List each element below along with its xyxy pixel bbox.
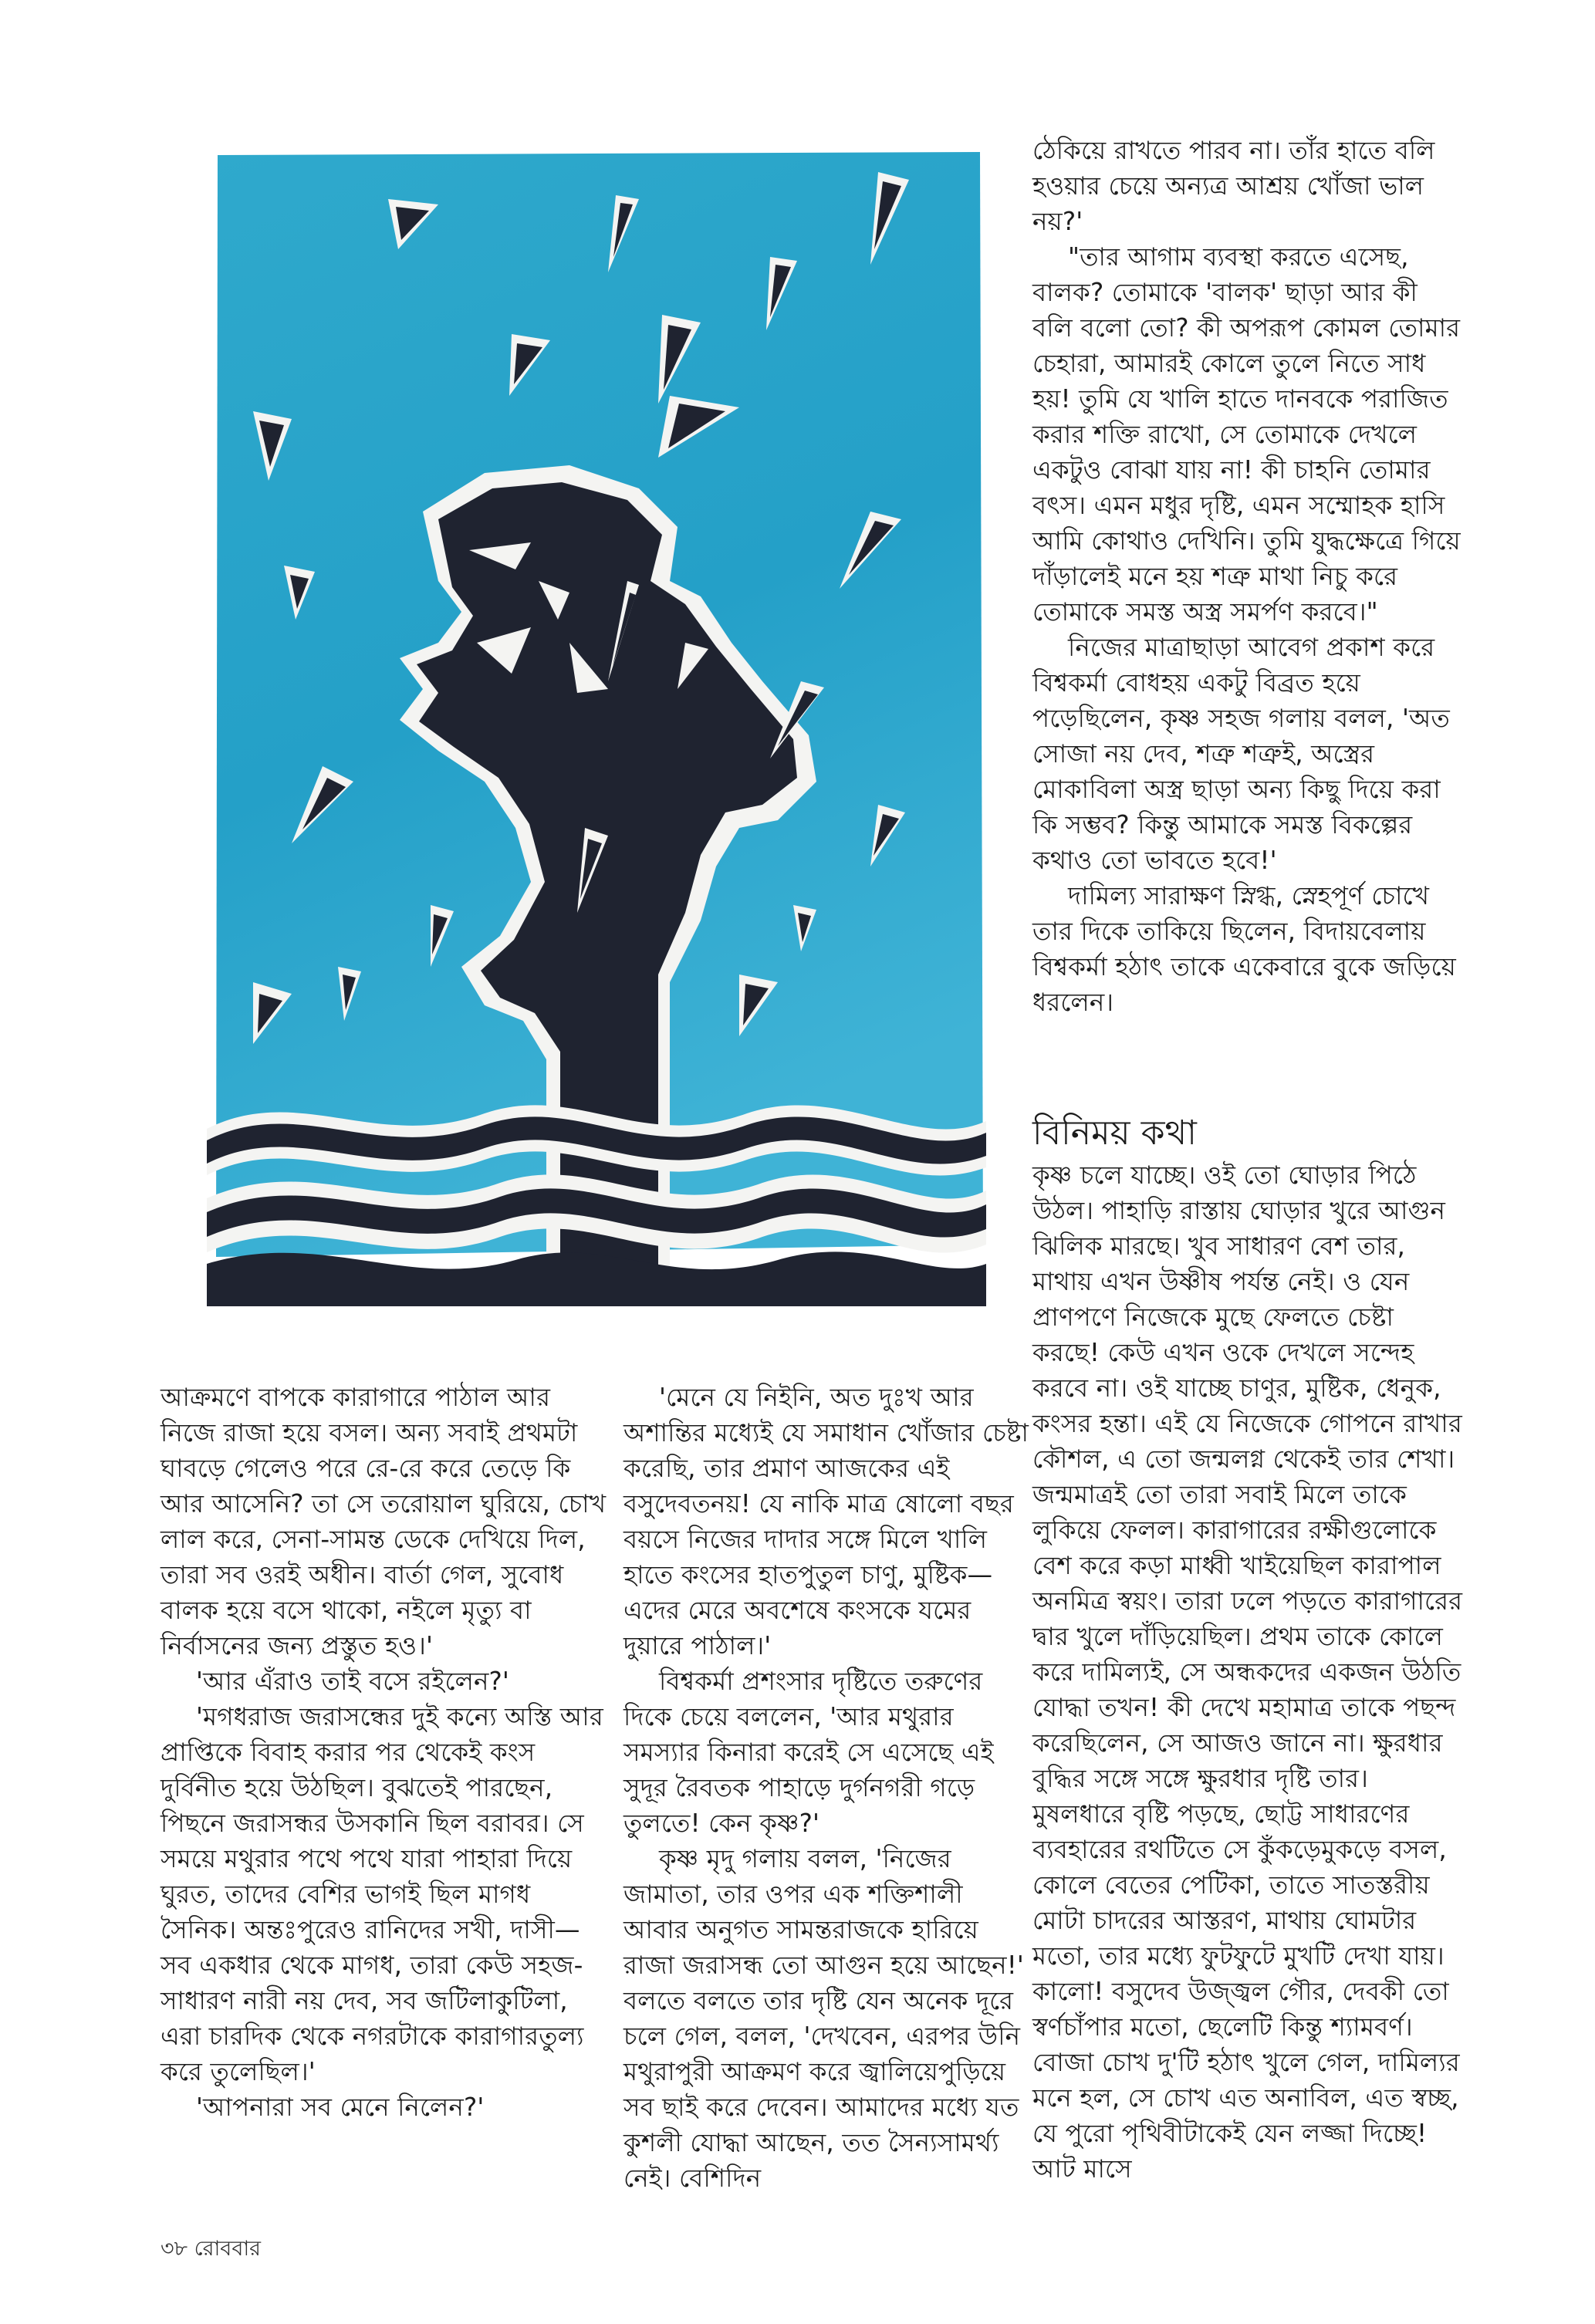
paragraph: দামিল্য সারাক্ষণ স্নিগ্ধ, স্নেহপূর্ণ চোখে তার দিকে তাকিয়ে ছিলেন, বিদায়বেলায় বিশ্বকর্মা হঠাৎ তাকে একেবারে বুকে জড়িয়ে ধরলেন। (1032, 881, 1456, 1017)
paragraph: "তার আগাম ব্যবস্থা করতে এসেছ, বালক? তোমাকে 'বালক' ছাড়া আর কী বলি বলো তো? কী অপরূপ কোমল তোমার চেহারা, আমারই কোলে তুলে নিতে সাধ হয়! তুমি যে খালি হাতে দানবকে পরাজিত করার শক্তি রাখো, সে তোমাকে দেখলে একটুও বোঝা যায় না! কী চাহনি তোমার বৎস। এমন মধুর দৃষ্টি, এমন সম্মোহক হাসি আমি কোথাও দেখিনি। তুমি যুদ্ধক্ষেত্রে গিয়ে দাঁড়ালেই মনে হয় শত্রু মাথা নিচু করে তোমাকে সমস্ত অস্ত্র সমর্পণ করবে।" (1032, 242, 1461, 627)
article-column-right-top (1032, 133, 1465, 1020)
page-folio: ৩৮ রোববার (161, 2237, 262, 2261)
paragraph: 'আর এঁরাও তাই বসে রইলেন?' (196, 1667, 509, 1696)
paragraph: 'মগধরাজ জরাসন্ধের দুই কন্যে অস্তি আর প্রাপ্তিকে বিবাহ করার পর থেকেই কংস দুর্বিনীত হয়ে উঠছিল। বুঝতেই পারছেন, পিছনে জরাসন্ধর উসকানি ছিল বরাবর। সে সময়ে মথুরার পথে পথে যারা পাহারা দিয়ে ঘুরত, তাদের বেশির ভাগই ছিল মাগধ সৈনিক। অন্তঃপুরেও রানিদের সখী, দাসী— সব একধার থেকে মাগধ, তারা কেউ সহজ-সাধারণ নারী নয় দেব, সব জটিলাকুটিলা, এরা চারদিক থেকে নগরটাকে কারাগারতুল্য করে তুলেছিল।' (161, 1702, 603, 2086)
paragraph: বিশ্বকর্মা প্রশংসার দৃষ্টিতে তরুণের দিকে চেয়ে বললেন, 'আর মথুরার সমস্যার কিনারা করেই সে এসেছে এই সুদূর রৈবতক পাহাড়ে দুর্গনগরী গড়ে তুলতে! কেন কৃষ্ণ?' (623, 1667, 994, 1838)
paragraph: কৃষ্ণ চলে যাচ্ছে। ওই তো ঘোড়ার পিঠে উঠল। পাহাড়ি রাস্তায় ঘোড়ার খুরে আগুন ঝিলিক মারছে। খুব সাধারণ বেশ তার, মাথায় এখন উষ্ণীষ পর্যন্ত নেই। ও যেন প্রাণপণে নিজেকে মুছে ফেলতে চেষ্টা করছে! কেউ এখন ওকে দেখলে সন্দেহ করবে না। ওই যাচ্ছে চাণুর, মুষ্টিক, ধেনুক, কংসর হন্তা। এই যে নিজেকে গোপনে রাখার কৌশল, এ তো জন্মলগ্ন থেকেই তার শেখা। জন্মমাত্রই তো তারা সবাই মিলে তাকে লুকিয়ে ফেলল। কারাগারের রক্ষীগুলোকে বেশ করে কড়া মাধ্বী খাইয়েছিল কারাপাল অনমিত্র স্বয়ং। তারা ঢলে পড়তে কারাগারের দ্বার খুলে দাঁড়িয়েছিল। প্রথম তাকে কোলে করে দামিল্যই, সে অন্ধকদের একজন উঠতি যোদ্ধা তখন! কী দেখে মহামাত্র তাকে পছন্দ করেছিলেন, সে আজও জানে না। ক্ষুরধার বুদ্ধির সঙ্গে সঙ্গে ক্ষুরধার দৃষ্টি তার। মুষলধারে বৃষ্টি পড়ছে, ছোট্ট সাধারণের ব্যবহারের রথটিতে সে কুঁকড়েমুকড়ে বসল, কোলে বেতের পেটিকা, তাতে সাতস্তরীয় মোটা চাদরের আস্তরণ, মাথায় ঘোমটার মতো, তার মধ্যে ফুটফুটে মুখটি দেখা যায়। কালো! বসুদেব উজ্জ্বল গৌর, দেবকী তো স্বর্ণচাঁপার মতো, ছেলেটি কিন্তু শ্যামবর্ণ। বোজা চোখ দু'টি হঠাৎ খুলে গেল, দামিল্যর মনে হল, সে চোখ এত অনাবিল, এত স্বচ্ছ, যে পুরো পৃথিবীটাকেই যেন লজ্জা দিচ্ছে! আট মাসে (1032, 1160, 1463, 2184)
section-heading: বিনিময় কথা (1032, 1113, 1198, 1153)
article-column-left (161, 1380, 608, 2125)
paragraph: আক্রমণে বাপকে কারাগারে পাঠাল আর নিজে রাজা হয়ে বসল। অন্য সবাই প্রথমটা ঘাবড়ে গেলেও পরে রে-রে করে তেড়ে কি আর আসেনি? তা সে তরোয়াল ঘুরিয়ে, চোখ লাল করে, সেনা-সামন্ত ডেকে দেখিয়ে দিল, তারা সব ওরই অধীন। বার্তা গেল, সুবোধ বালক হয়ে বসে থাকো, নইলে মৃত্যু বা নির্বাসনের জন্য প্রস্তুত হও।' (161, 1383, 607, 1660)
paragraph: কৃষ্ণ মৃদু গলায় বলল, 'নিজের জামাতা, তার ওপর এক শক্তিশালী আবার অনুগত সামন্তরাজকে হারিয়ে রাজা জরাসন্ধ তো আগুন হয়ে আছেন!' বলতে বলতে তার দৃষ্টি যেন অনেক দূরে চলে গেল, বলল, 'দেখবেন, এরপর উনি মথুরাপুরী আক্রমণ করে জ্বালিয়েপুড়িয়ে সব ছাই করে দেবেন। আমাদের মধ্যে যত কুশলী যোদ্ধা আছেন, তত সৈন্যসামর্থ্য নেই। বেশিদিন (623, 1844, 1024, 2193)
paragraph: 'মেনে যে নিইনি, অত দুঃখ আর অশান্তির মধ্যেই যে সমাধান খোঁজার চেষ্টা করেছি, তার প্রমাণ আজকের এই বসুদেবতনয়! যে নাকি মাত্র ষোলো বছর বয়সে নিজের দাদার সঙ্গে মিলে খালি হাতে কংসের হাতপুতুল চাণু, মুষ্টিক— এদের মেরে অবশেষে কংসকে যমের দুয়ারে পাঠাল।' (623, 1383, 1029, 1660)
article-column-middle (623, 1380, 1032, 2196)
paragraph: নিজের মাত্রাছাড়া আবেগ প্রকাশ করে বিশ্বকর্মা বোধহয় একটু বিব্রত হয়ে পড়েছিলেন, কৃষ্ণ সহজ গলায় বলল, 'অত সোজা নয় দেব, শত্রু শত্রুই, অস্ত্রের মোকাবিলা অস্ত্র ছাড়া অন্য কিছু দিয়ে করা কি সম্ভব? কিন্তু আমাকে সমস্ত বিকল্পের কথাও তো ভাবতে হবে!' (1032, 633, 1450, 875)
wave-3 (207, 1252, 986, 1306)
paragraph: ঠেকিয়ে রাখতে পারব না। তাঁর হাতে বলি হওয়ার চেয়ে অন্যত্র আশ্রয় খোঁজা ভাল নয়?' (1032, 136, 1435, 236)
paragraph: 'আপনারা সব মেনে নিলেন?' (196, 2093, 485, 2122)
illustration (207, 149, 986, 1306)
article-column-right-bottom (1032, 1111, 1465, 2187)
